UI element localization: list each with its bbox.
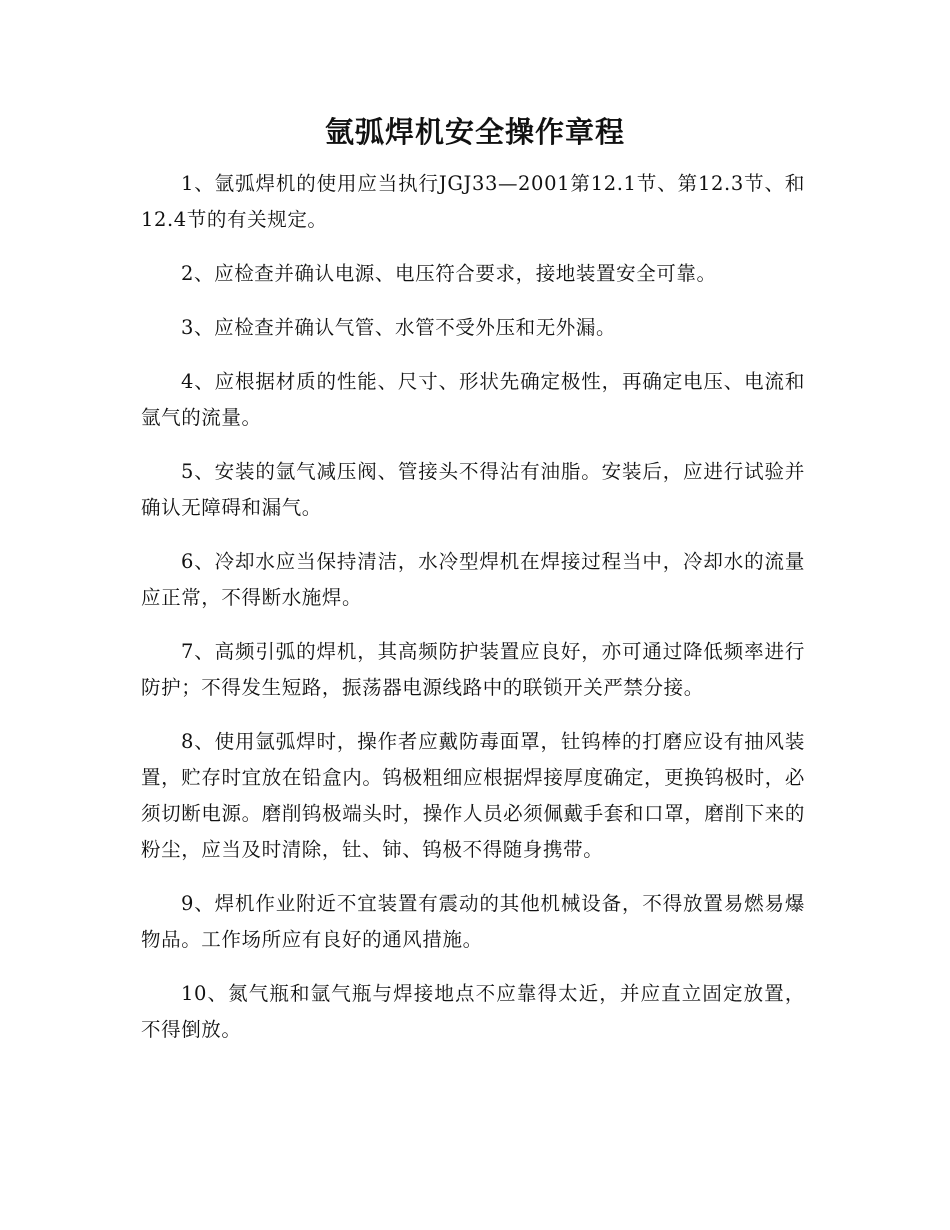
- paragraph-7: 7、高频引弧的焊机，其高频防护装置应良好，亦可通过降低频率进行防护；不得发生短路，振荡器电源线路中的联锁开关严禁分接。: [141, 640, 805, 699]
- paragraph-10: 10、氮气瓶和氩气瓶与焊接地点不应靠得太近，并应直立固定放置，不得倒放。: [141, 982, 805, 1041]
- paragraph-6: 6、冷却水应当保持清洁，水冷型焊机在焊接过程当中，冷却水的流量应正常，不得断水施焊。: [141, 550, 805, 609]
- paragraph-8: 8、使用氩弧焊时，操作者应戴防毒面罩，钍钨棒的打磨应设有抽风装置，贮存时宜放在铅盒内。钨极粗细应根据焊接厚度确定，更换钨极时，必须切断电源。磨削钨极端头时，操作人员必须佩戴手套和口罩，磨削下来的粉尘，应当及时清除，钍、铈、钨极不得随身携带。: [141, 730, 805, 861]
- paragraph-1: 1、氩弧焊机的使用应当执行JGJ33—2001第12.1节、第12.3节、和12.4节的有关规定。: [141, 172, 805, 231]
- paragraph-9: 9、焊机作业附近不宜装置有震动的其他机械设备，不得放置易燃易爆物品。工作场所应有良好的通风措施。: [141, 892, 805, 951]
- paragraph-4: 4、应根据材质的性能、尺寸、形状先确定极性，再确定电压、电流和氩气的流量。: [141, 370, 805, 429]
- paragraph-2: 2、应检查并确认电源、电压符合要求，接地装置安全可靠。: [181, 262, 717, 285]
- paragraph-3: 3、应检查并确认气管、水管不受外压和无外漏。: [181, 316, 617, 339]
- document-body: [141, 166, 805, 1066]
- document-title: 氩弧焊机安全操作章程: [324, 115, 625, 149]
- paragraph-5: 5、安装的氩气减压阀、管接头不得沾有油脂。安装后，应进行试验并确认无障碍和漏气。: [141, 460, 805, 519]
